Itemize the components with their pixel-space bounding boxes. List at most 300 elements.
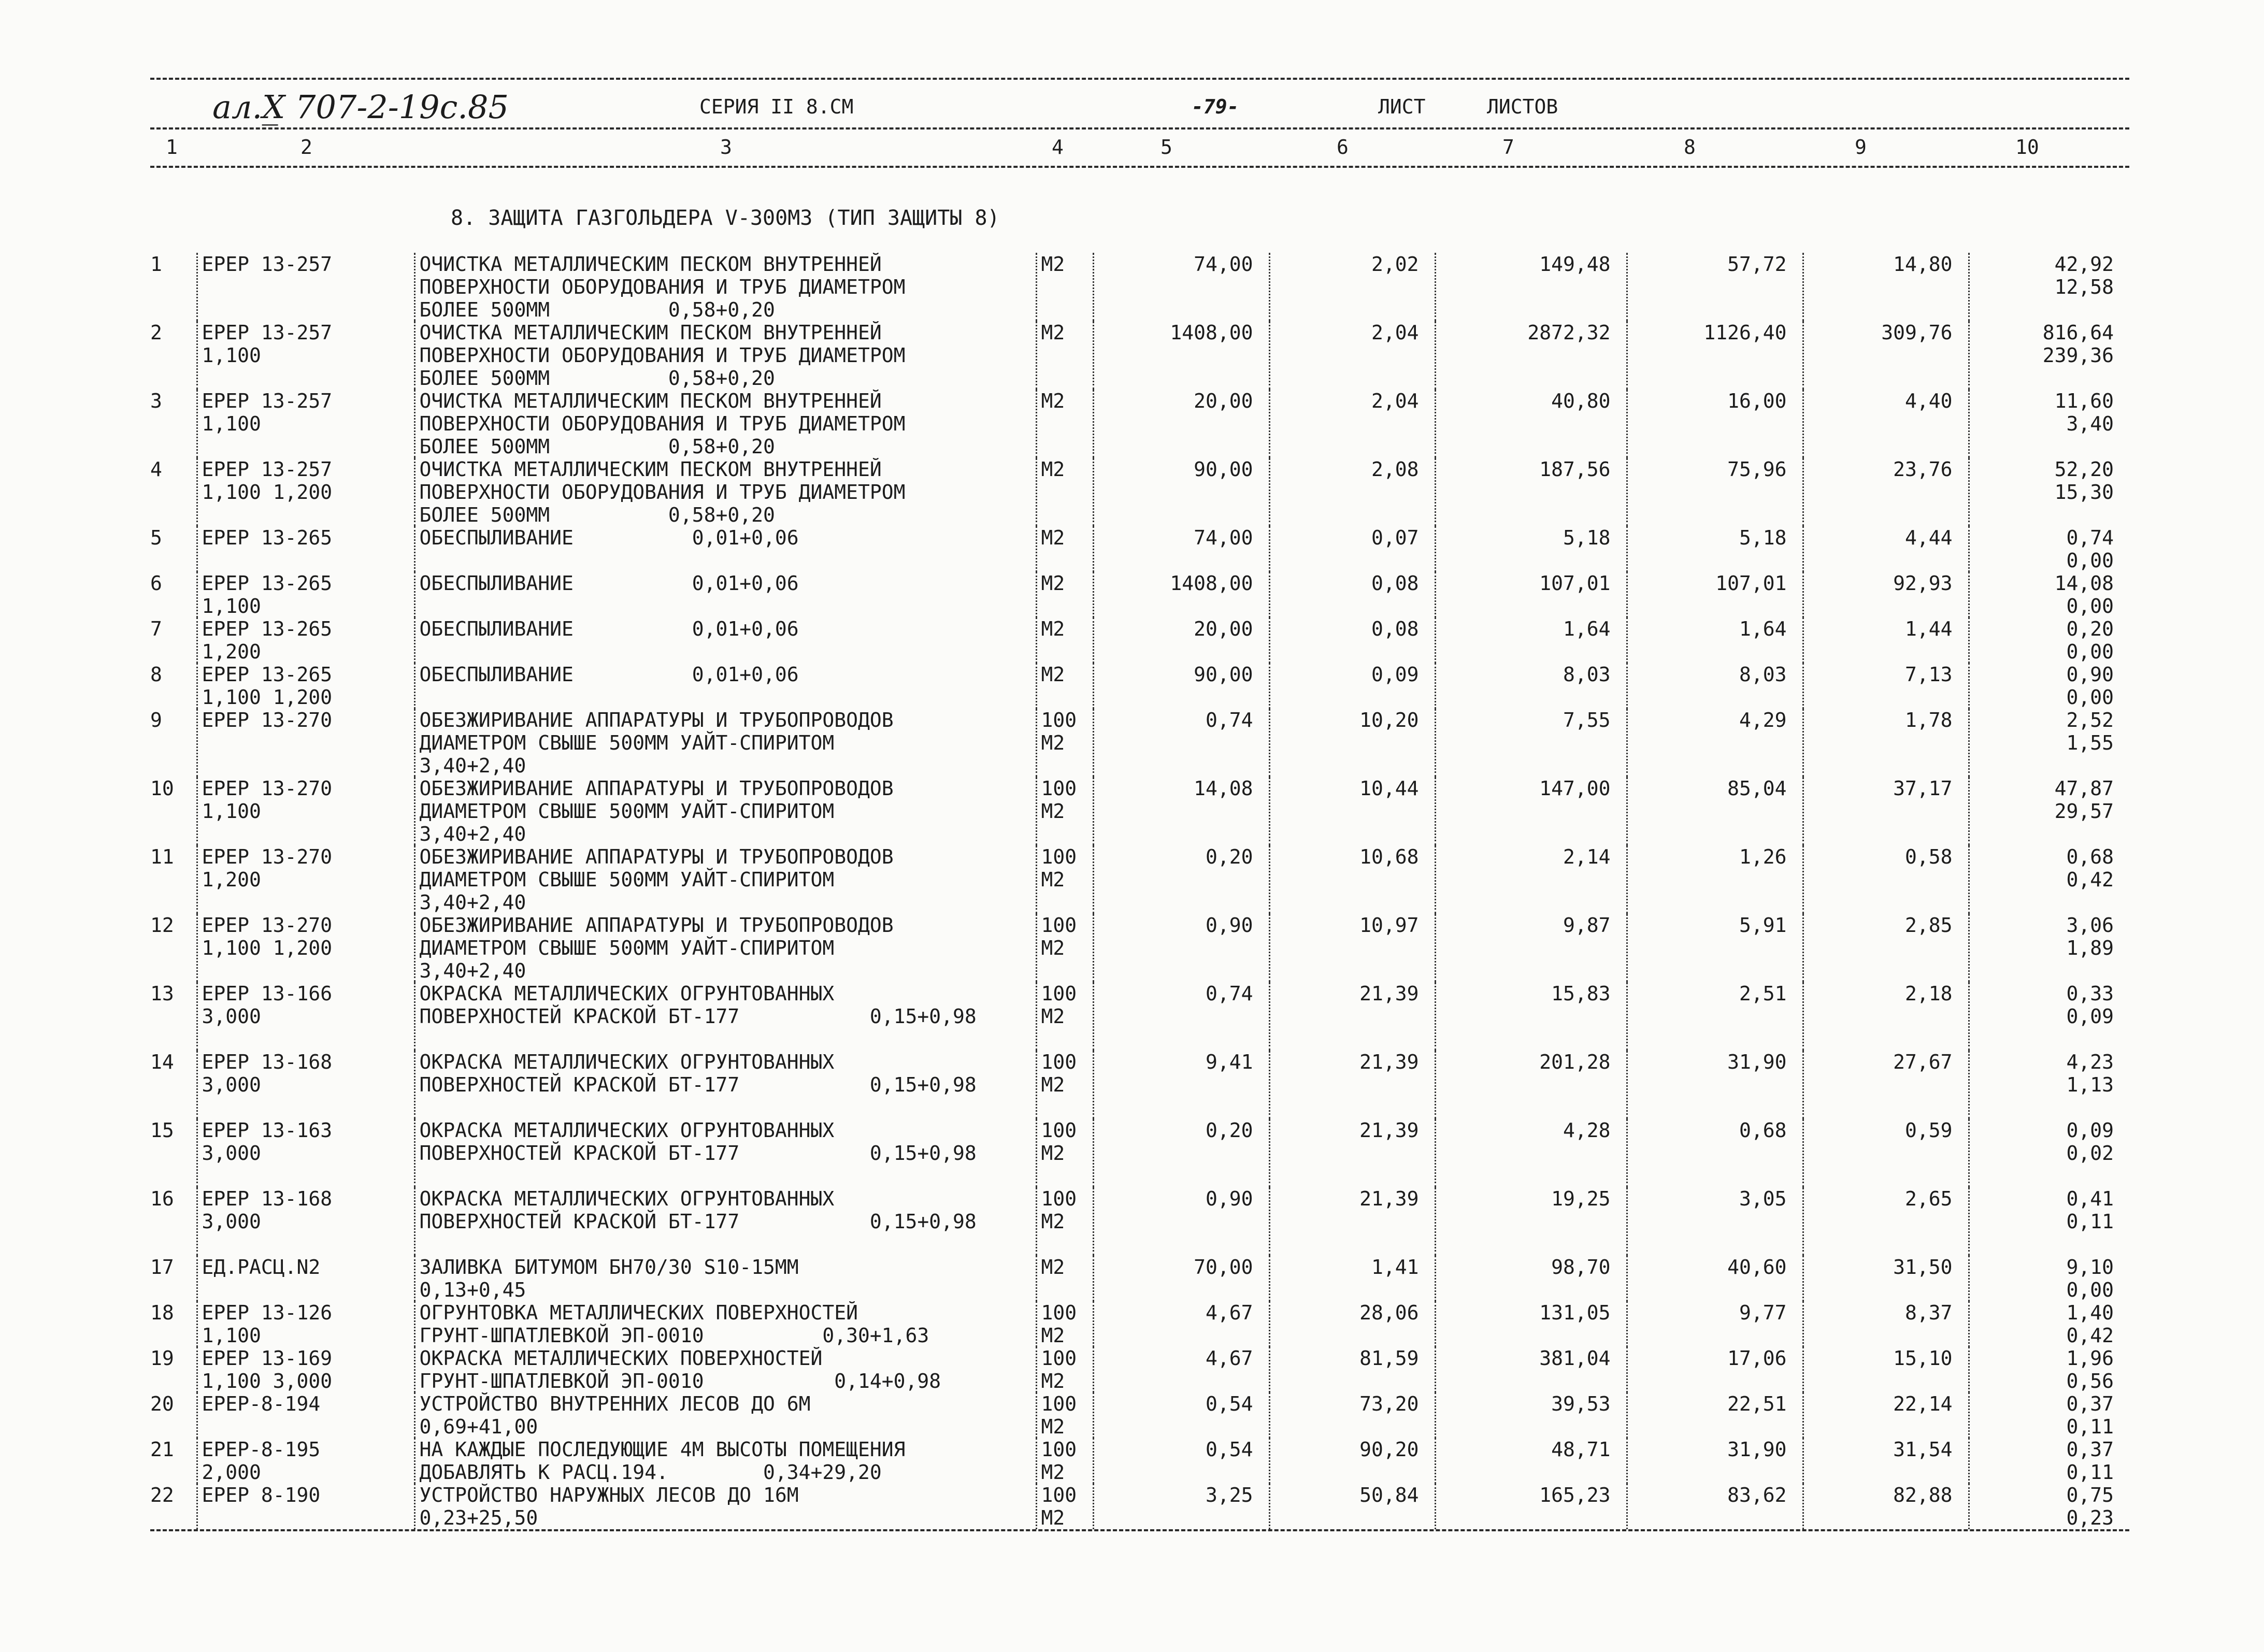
work-description-line: ДОБАВЛЯТЬ К РАСЦ.194. 0,34+29,20 <box>419 1461 882 1484</box>
col-num-7: 7 <box>1502 136 1514 159</box>
work-description-line: 3,40+2,40 <box>419 754 526 777</box>
total-cost: 131,05 <box>1435 1301 1627 1347</box>
row-number: 4 <box>150 458 162 481</box>
row-number: 12 <box>150 914 174 937</box>
row-number: 11 <box>150 845 174 868</box>
materials-cost <box>1969 845 2129 914</box>
machine-cost: 0,59 <box>1803 1119 1969 1187</box>
unit-line <box>1041 504 1093 526</box>
quantity: 20,00 <box>1093 617 1269 663</box>
materials-cost-line: 15,30 <box>2054 481 2114 504</box>
unit-line: М2 <box>1041 731 1065 754</box>
materials-cost <box>1969 458 2129 526</box>
work-description-line: ПОВЕРХНОСТЕЙ КРАСКОЙ БТ-177 0,15+0,98 <box>419 1210 977 1233</box>
unit <box>1036 1484 1093 1529</box>
materials-cost-line <box>1970 891 2114 914</box>
quantity: 90,00 <box>1093 458 1269 526</box>
rate-code-line: 1,100 3,000 <box>202 1370 333 1392</box>
quantity: 0,74 <box>1093 709 1269 777</box>
work-description-line <box>420 549 1036 572</box>
unit-line: М2 <box>1041 800 1065 823</box>
row-number: 22 <box>150 1484 174 1506</box>
unit-line: М2 <box>1041 1506 1065 1529</box>
work-description <box>414 845 1036 914</box>
rate-code <box>197 458 414 526</box>
unit-line <box>1041 595 1093 617</box>
row-number: 20 <box>150 1392 174 1415</box>
materials-cost-line <box>1970 1165 2114 1187</box>
rate-code-line: ЕРЕР 13-265 <box>202 663 333 686</box>
unit-line <box>1041 754 1093 777</box>
materials-cost-line: 0,37 <box>2066 1392 2114 1415</box>
unit-line: 100 <box>1041 845 1077 868</box>
materials-cost-line: 0,00 <box>2066 549 2114 572</box>
rate-code-line <box>202 823 414 845</box>
unit <box>1036 709 1093 777</box>
table-row <box>150 390 2129 458</box>
unit-line <box>1041 686 1093 709</box>
materials-cost-line: 0,20 <box>2066 617 2114 640</box>
materials-cost <box>1969 1119 2129 1187</box>
rate-code-line <box>202 1506 414 1529</box>
row-number: 14 <box>150 1051 174 1073</box>
materials-cost-line <box>1970 298 2114 321</box>
materials-cost-line: 0,75 <box>2066 1484 2114 1506</box>
materials-cost-line: 0,56 <box>2066 1370 2114 1392</box>
work-description-line: ОБЕСПЫЛИВАНИЕ 0,01+0,06 <box>419 572 799 595</box>
quantity: 0,20 <box>1093 1119 1269 1187</box>
page-number: -79- <box>1192 95 1239 118</box>
top-rule <box>150 78 2129 80</box>
materials-cost-line: 14,08 <box>2054 572 2114 595</box>
unit <box>1036 458 1093 526</box>
rate-code-line: 1,100 <box>202 344 261 367</box>
machine-cost: 92,93 <box>1803 572 1969 617</box>
column-rule <box>150 166 2129 168</box>
unit-cost: 10,20 <box>1269 709 1435 777</box>
work-description-line: ГРУНТ-ШПАТЛЕВКОЙ ЭП-0010 0,14+0,98 <box>419 1370 941 1392</box>
labor-cost: 4,29 <box>1627 709 1803 777</box>
work-description-line <box>420 686 1036 709</box>
work-description-line: ОЧИСТКА МЕТАЛЛИЧЕСКИМ ПЕСКОМ ВНУТРЕННЕЙ <box>419 458 882 481</box>
rate-code <box>197 617 414 663</box>
work-description-line: НА КАЖДЫЕ ПОСЛЕДУЮЩИЕ 4М ВЫСОТЫ ПОМЕЩЕНИЯ <box>419 1438 906 1461</box>
col-num-4: 4 <box>1052 136 1064 159</box>
unit-line <box>1041 959 1093 982</box>
rate-code <box>197 1187 414 1256</box>
unit-line <box>1041 1028 1093 1051</box>
work-description-line: ОГРУНТОВКА МЕТАЛЛИЧЕСКИХ ПОВЕРХНОСТЕЙ <box>419 1301 858 1324</box>
work-description-line <box>420 1233 1036 1256</box>
unit-line: М2 <box>1041 1005 1065 1028</box>
work-description-line: ОБЕЗЖИРИВАНИЕ АППАРАТУРЫ И ТРУБОПРОВОДОВ <box>419 914 894 937</box>
materials-cost <box>1969 709 2129 777</box>
machine-cost: 2,65 <box>1803 1187 1969 1256</box>
materials-cost-line: 1,89 <box>2066 937 2114 959</box>
unit-line <box>1041 1233 1093 1256</box>
total-cost: 40,80 <box>1435 390 1627 458</box>
labor-cost: 5,18 <box>1627 526 1803 572</box>
materials-cost <box>1969 617 2129 663</box>
total-cost: 9,87 <box>1435 914 1627 982</box>
materials-cost-line <box>1970 367 2114 390</box>
machine-cost: 23,76 <box>1803 458 1969 526</box>
unit-line <box>1041 640 1093 663</box>
row-number: 3 <box>150 390 162 412</box>
materials-cost-line: 0,11 <box>2066 1461 2114 1484</box>
unit-cost: 2,04 <box>1269 390 1435 458</box>
unit-line: М2 <box>1041 1256 1065 1278</box>
unit-line: 100 <box>1041 1484 1077 1506</box>
quantity: 3,25 <box>1093 1484 1269 1529</box>
materials-cost <box>1969 1256 2129 1301</box>
rate-code-line: ЕРЕР 13-166 <box>202 982 333 1005</box>
work-description-line: БОЛЕЕ 500ММ 0,58+0,20 <box>419 367 775 390</box>
materials-cost <box>1969 914 2129 982</box>
unit-line <box>1041 1096 1093 1119</box>
materials-cost <box>1969 253 2129 321</box>
col-num-3: 3 <box>720 136 732 159</box>
total-cost: 8,03 <box>1435 663 1627 709</box>
unit-cost: 21,39 <box>1269 1119 1435 1187</box>
quantity: 20,00 <box>1093 390 1269 458</box>
materials-cost-line: 4,23 <box>2066 1051 2114 1073</box>
work-description-line: ДИАМЕТРОМ СВЫШЕ 500ММ УАЙТ-СПИРИТОМ <box>419 731 835 754</box>
unit-cost: 10,97 <box>1269 914 1435 982</box>
unit-line <box>1041 823 1093 845</box>
quantity: 0,90 <box>1093 914 1269 982</box>
rate-code <box>197 914 414 982</box>
machine-cost: 2,85 <box>1803 914 1969 982</box>
work-description-line: ОКРАСКА МЕТАЛЛИЧЕСКИХ ПОВЕРХНОСТЕЙ <box>419 1347 823 1370</box>
rate-code-line <box>202 1278 414 1301</box>
materials-cost <box>1969 321 2129 390</box>
work-description-line: БОЛЕЕ 500ММ 0,58+0,20 <box>419 298 775 321</box>
unit-line: 100 <box>1041 777 1077 800</box>
materials-cost-line: 0,33 <box>2066 982 2114 1005</box>
rate-code-line: ЕРЕР 13-257 <box>202 458 333 481</box>
row-number: 7 <box>150 617 162 640</box>
unit-cost: 0,07 <box>1269 526 1435 572</box>
rate-code <box>197 253 414 321</box>
section-title: 8. ЗАЩИТА ГАЗГОЛЬДЕРА V-300М3 (ТИП ЗАЩИТЫ 8) <box>451 206 1000 230</box>
row-number: 16 <box>150 1187 174 1210</box>
materials-cost-line: 0,00 <box>2066 686 2114 709</box>
rate-code-line <box>202 1028 414 1051</box>
table-row <box>150 845 2129 914</box>
materials-cost-line: 0,00 <box>2066 595 2114 617</box>
materials-cost-line <box>1970 1028 2114 1051</box>
unit-line: М2 <box>1041 1461 1065 1484</box>
materials-cost <box>1969 1347 2129 1392</box>
rate-code <box>197 1119 414 1187</box>
table-row <box>150 253 2129 321</box>
col-num-6: 6 <box>1337 136 1349 159</box>
work-description-line: ПОВЕРХНОСТИ ОБОРУДОВАНИЯ И ТРУБ ДИАМЕТРОМ <box>419 412 906 435</box>
total-cost: 147,00 <box>1435 777 1627 845</box>
work-description-line: БОЛЕЕ 500ММ 0,58+0,20 <box>419 504 775 526</box>
rate-code-line: 3,000 <box>202 1073 261 1096</box>
row-number: 13 <box>150 982 174 1005</box>
table-row <box>150 321 2129 390</box>
machine-cost: 1,44 <box>1803 617 1969 663</box>
labor-cost: 17,06 <box>1627 1347 1803 1392</box>
work-description <box>414 390 1036 458</box>
unit-line: 100 <box>1041 1347 1077 1370</box>
table-row <box>150 1051 2129 1119</box>
work-description-line: УСТРОЙСТВО ВНУТРЕННИХ ЛЕСОВ ДО 6М <box>419 1392 811 1415</box>
rate-code-line: ЕРЕР 13-270 <box>202 777 333 800</box>
table-row <box>150 1438 2129 1484</box>
unit-line: 100 <box>1041 1119 1077 1142</box>
rate-code-line: ЕРЕР 13-168 <box>202 1051 333 1073</box>
materials-cost-line: 0,74 <box>2066 526 2114 549</box>
rate-code-line: ЕРЕР-8-194 <box>202 1392 321 1415</box>
rate-code <box>197 390 414 458</box>
materials-cost-line: 1,13 <box>2066 1073 2114 1096</box>
unit-line: 100 <box>1041 914 1077 937</box>
machine-cost: 309,76 <box>1803 321 1969 390</box>
labor-cost: 31,90 <box>1627 1438 1803 1484</box>
table-row <box>150 526 2129 572</box>
materials-cost-line: 0,68 <box>2066 845 2114 868</box>
total-cost: 165,23 <box>1435 1484 1627 1529</box>
work-description <box>414 458 1036 526</box>
labor-cost: 2,51 <box>1627 982 1803 1051</box>
album-code: ал.X̲ 707-2-19с.85 <box>212 88 509 126</box>
work-description <box>414 321 1036 390</box>
rate-code <box>197 572 414 617</box>
materials-cost-line <box>1970 435 2114 458</box>
materials-cost-line <box>1970 1233 2114 1256</box>
labor-cost: 9,77 <box>1627 1301 1803 1347</box>
bottom-rule <box>150 1529 2129 1531</box>
materials-cost-line <box>1970 823 2114 845</box>
unit-line: М2 <box>1041 1370 1065 1392</box>
quantity: 4,67 <box>1093 1347 1269 1392</box>
labor-cost: 75,96 <box>1627 458 1803 526</box>
labor-cost: 83,62 <box>1627 1484 1803 1529</box>
header-rule <box>150 127 2129 130</box>
rate-code-line <box>202 1233 414 1256</box>
quantity: 0,54 <box>1093 1392 1269 1438</box>
total-cost: 5,18 <box>1435 526 1627 572</box>
total-cost: 98,70 <box>1435 1256 1627 1301</box>
unit <box>1036 617 1093 663</box>
unit-line <box>1041 298 1093 321</box>
unit-line: 100 <box>1041 1051 1077 1073</box>
materials-cost-line: 3,06 <box>2066 914 2114 937</box>
table-row <box>150 1256 2129 1301</box>
unit-line: М2 <box>1041 868 1065 891</box>
work-description <box>414 1301 1036 1347</box>
unit-cost: 2,04 <box>1269 321 1435 390</box>
unit <box>1036 1119 1093 1187</box>
labor-cost: 0,68 <box>1627 1119 1803 1187</box>
rate-code-line: 3,000 <box>202 1210 261 1233</box>
materials-cost-line: 2,52 <box>2066 709 2114 731</box>
work-description-line: 3,40+2,40 <box>419 823 526 845</box>
rate-code <box>197 709 414 777</box>
unit-line <box>1041 435 1093 458</box>
materials-cost-line: 1,96 <box>2066 1347 2114 1370</box>
total-cost: 2,14 <box>1435 845 1627 914</box>
rate-code <box>197 321 414 390</box>
rate-code-line: ЕРЕР 13-257 <box>202 321 333 344</box>
table-row <box>150 458 2129 526</box>
work-description-line: 0,69+41,00 <box>419 1415 538 1438</box>
rate-code-line <box>202 276 414 298</box>
work-description <box>414 1051 1036 1119</box>
unit-line: 100 <box>1041 1187 1077 1210</box>
machine-cost: 0,58 <box>1803 845 1969 914</box>
unit-line: М2 <box>1041 1210 1065 1233</box>
total-cost: 15,83 <box>1435 982 1627 1051</box>
unit <box>1036 845 1093 914</box>
materials-cost-line: 0,09 <box>2066 1119 2114 1142</box>
row-number: 9 <box>150 709 162 731</box>
materials-cost <box>1969 1392 2129 1438</box>
unit-line <box>1041 276 1093 298</box>
rate-code-line: ЕРЕР 13-265 <box>202 572 333 595</box>
unit-line: М2 <box>1041 937 1065 959</box>
quantity: 1408,00 <box>1093 321 1269 390</box>
materials-cost <box>1969 663 2129 709</box>
work-description-line: ОЧИСТКА МЕТАЛЛИЧЕСКИМ ПЕСКОМ ВНУТРЕННЕЙ <box>419 390 882 412</box>
rate-code-line: ЕРЕР-8-195 <box>202 1438 321 1461</box>
col-num-2: 2 <box>300 136 312 159</box>
unit-cost: 10,44 <box>1269 777 1435 845</box>
rate-code-line <box>202 298 414 321</box>
unit <box>1036 1187 1093 1256</box>
unit <box>1036 982 1093 1051</box>
row-number: 21 <box>150 1438 174 1461</box>
machine-cost: 27,67 <box>1803 1051 1969 1119</box>
machine-cost: 4,44 <box>1803 526 1969 572</box>
materials-cost <box>1969 982 2129 1051</box>
rate-code-line <box>202 1096 414 1119</box>
row-number: 19 <box>150 1347 174 1370</box>
work-description <box>414 663 1036 709</box>
quantity: 1408,00 <box>1093 572 1269 617</box>
quantity: 70,00 <box>1093 1256 1269 1301</box>
unit <box>1036 663 1093 709</box>
rate-code-line: ЕРЕР 13-265 <box>202 526 333 549</box>
materials-cost <box>1969 1051 2129 1119</box>
unit-line: 100 <box>1041 1438 1077 1461</box>
quantity: 0,54 <box>1093 1438 1269 1484</box>
col-num-8: 8 <box>1684 136 1696 159</box>
rate-code <box>197 982 414 1051</box>
rate-code-line: ЕРЕР 13-257 <box>202 390 333 412</box>
work-description-line: ПОВЕРХНОСТЕЙ КРАСКОЙ БТ-177 0,15+0,98 <box>419 1142 977 1165</box>
table-row <box>150 617 2129 663</box>
table-row <box>150 914 2129 982</box>
col-num-5: 5 <box>1160 136 1172 159</box>
quantity: 0,20 <box>1093 845 1269 914</box>
work-description <box>414 777 1036 845</box>
materials-cost-line: 0,00 <box>2066 1278 2114 1301</box>
work-description <box>414 914 1036 982</box>
materials-cost <box>1969 526 2129 572</box>
rate-code-line <box>202 891 414 914</box>
rate-code <box>197 663 414 709</box>
materials-cost-line: 0,09 <box>2066 1005 2114 1028</box>
work-description <box>414 253 1036 321</box>
rate-code-line: 1,100 <box>202 595 261 617</box>
table-row <box>150 982 2129 1051</box>
estimate-table <box>150 253 2129 1529</box>
work-description-line: ОКРАСКА МЕТАЛЛИЧЕСКИХ ОГРУНТОВАННЫХ <box>419 1119 835 1142</box>
work-description-line: ПОВЕРХНОСТИ ОБОРУДОВАНИЯ И ТРУБ ДИАМЕТРОМ <box>419 276 906 298</box>
unit-line <box>1041 367 1093 390</box>
work-description-line: ОКРАСКА МЕТАЛЛИЧЕСКИХ ОГРУНТОВАННЫХ <box>419 1187 835 1210</box>
column-number-row <box>150 136 2129 162</box>
unit-line: 100 <box>1041 1301 1077 1324</box>
rate-code <box>197 526 414 572</box>
rate-code-line: ЕРЕР 13-163 <box>202 1119 333 1142</box>
labor-cost: 16,00 <box>1627 390 1803 458</box>
unit <box>1036 1438 1093 1484</box>
unit <box>1036 390 1093 458</box>
work-description-line: ДИАМЕТРОМ СВЫШЕ 500ММ УАЙТ-СПИРИТОМ <box>419 868 835 891</box>
materials-cost-line: 52,20 <box>2054 458 2114 481</box>
unit <box>1036 253 1093 321</box>
labor-cost: 8,03 <box>1627 663 1803 709</box>
work-description-line: ЗАЛИВКА БИТУМОМ БН70/30 S10-15ММ <box>419 1256 799 1278</box>
row-number: 6 <box>150 572 162 595</box>
unit <box>1036 1347 1093 1392</box>
work-description-line <box>420 595 1036 617</box>
work-description-line: ОБЕЗЖИРИВАНИЕ АППАРАТУРЫ И ТРУБОПРОВОДОВ <box>419 777 894 800</box>
col-num-1: 1 <box>166 136 178 159</box>
unit <box>1036 1256 1093 1301</box>
work-description <box>414 982 1036 1051</box>
rate-code-line: 1,100 1,200 <box>202 686 333 709</box>
rate-code-line: ЕРЕР 13-270 <box>202 845 333 868</box>
total-cost: 187,56 <box>1435 458 1627 526</box>
row-number: 1 <box>150 253 162 276</box>
materials-cost-line: 0,41 <box>2066 1187 2114 1210</box>
rate-code-line: ЕРЕР 13-169 <box>202 1347 333 1370</box>
materials-cost-line: 1,40 <box>2066 1301 2114 1324</box>
quantity: 4,67 <box>1093 1301 1269 1347</box>
labor-cost: 31,90 <box>1627 1051 1803 1119</box>
materials-cost-line <box>1970 504 2114 526</box>
materials-cost-line: 0,00 <box>2066 640 2114 663</box>
materials-cost-line <box>1970 754 2114 777</box>
rate-code-line: 3,000 <box>202 1142 261 1165</box>
work-description-line: ОБЕСПЫЛИВАНИЕ 0,01+0,06 <box>419 526 799 549</box>
unit-cost: 0,08 <box>1269 572 1435 617</box>
rate-code <box>197 777 414 845</box>
rate-code-line <box>202 504 414 526</box>
machine-cost: 82,88 <box>1803 1484 1969 1529</box>
rate-code-line: 2,000 <box>202 1461 261 1484</box>
unit-cost: 28,06 <box>1269 1301 1435 1347</box>
unit-line: М2 <box>1041 253 1065 276</box>
rate-code <box>197 845 414 914</box>
labor-cost: 1,64 <box>1627 617 1803 663</box>
rate-code-line: 3,000 <box>202 1005 261 1028</box>
materials-cost-line: 29,57 <box>2054 800 2114 823</box>
col-num-9: 9 <box>1855 136 1867 159</box>
rate-code <box>197 1301 414 1347</box>
table-row <box>150 1301 2129 1347</box>
quantity: 74,00 <box>1093 253 1269 321</box>
col-num-10: 10 <box>2015 136 2039 159</box>
materials-cost-line: 0,11 <box>2066 1210 2114 1233</box>
